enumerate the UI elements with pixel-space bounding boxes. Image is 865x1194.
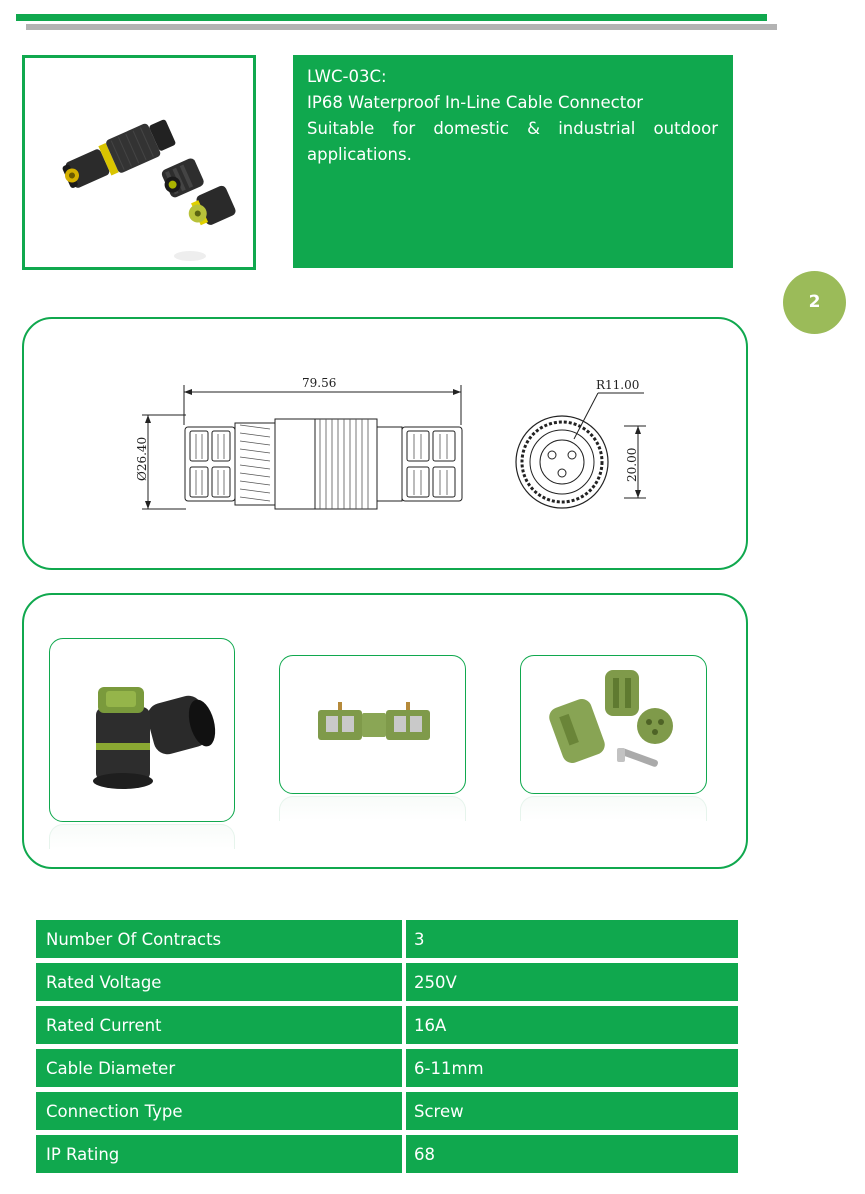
thumbnail-exploded-parts bbox=[520, 655, 707, 794]
thumbnail-terminal-block bbox=[279, 655, 466, 794]
connector-end-view bbox=[516, 416, 608, 508]
page-number-badge: 2 bbox=[783, 271, 846, 334]
spec-label: Cable Diameter bbox=[36, 1049, 402, 1087]
table-row bbox=[36, 1092, 738, 1130]
exploded-parts-image bbox=[521, 656, 706, 793]
spec-label: Rated Voltage bbox=[36, 963, 402, 1001]
spec-value: 3 bbox=[406, 920, 738, 958]
dimension-drawing bbox=[24, 319, 746, 568]
product-description-line1: Suitable for domestic & industrial outdoor bbox=[307, 119, 718, 138]
spec-label: Number Of Contracts bbox=[36, 920, 402, 958]
radius-dimension-label: R11.00 bbox=[596, 378, 640, 392]
connector-side-view bbox=[185, 419, 462, 509]
table-row bbox=[36, 963, 738, 1001]
spec-label: IP Rating bbox=[36, 1135, 402, 1173]
table-row bbox=[36, 1049, 738, 1087]
technical-drawing-panel bbox=[22, 317, 748, 570]
product-model: LWC-03C: bbox=[307, 67, 387, 86]
thumbnail-assembled-connector bbox=[49, 638, 235, 822]
spec-value: Screw bbox=[406, 1092, 738, 1130]
connector-product-image bbox=[25, 58, 253, 267]
product-description-line2: applications. bbox=[307, 145, 412, 164]
assembled-connector-image bbox=[50, 639, 234, 821]
length-dimension-label: 79.56 bbox=[302, 376, 337, 390]
table-row bbox=[36, 1006, 738, 1044]
spec-label: Rated Current bbox=[36, 1006, 402, 1044]
product-photo-frame bbox=[22, 55, 256, 270]
terminal-block-image bbox=[280, 656, 465, 793]
spec-value: 6-11mm bbox=[406, 1049, 738, 1087]
spec-value: 250V bbox=[406, 963, 738, 1001]
header-gray-rule bbox=[26, 24, 777, 30]
table-row bbox=[36, 1135, 738, 1173]
diameter-dimension-label: Ø26.40 bbox=[135, 436, 149, 481]
header-green-rule bbox=[16, 14, 767, 21]
table-row bbox=[36, 920, 738, 958]
spec-value: 16A bbox=[406, 1006, 738, 1044]
product-name: IP68 Waterproof In-Line Cable Connector bbox=[307, 93, 644, 112]
spec-label: Connection Type bbox=[36, 1092, 402, 1130]
product-info-box bbox=[293, 55, 733, 268]
spec-value: 68 bbox=[406, 1135, 738, 1173]
height-dimension-label: 20.00 bbox=[625, 447, 639, 482]
